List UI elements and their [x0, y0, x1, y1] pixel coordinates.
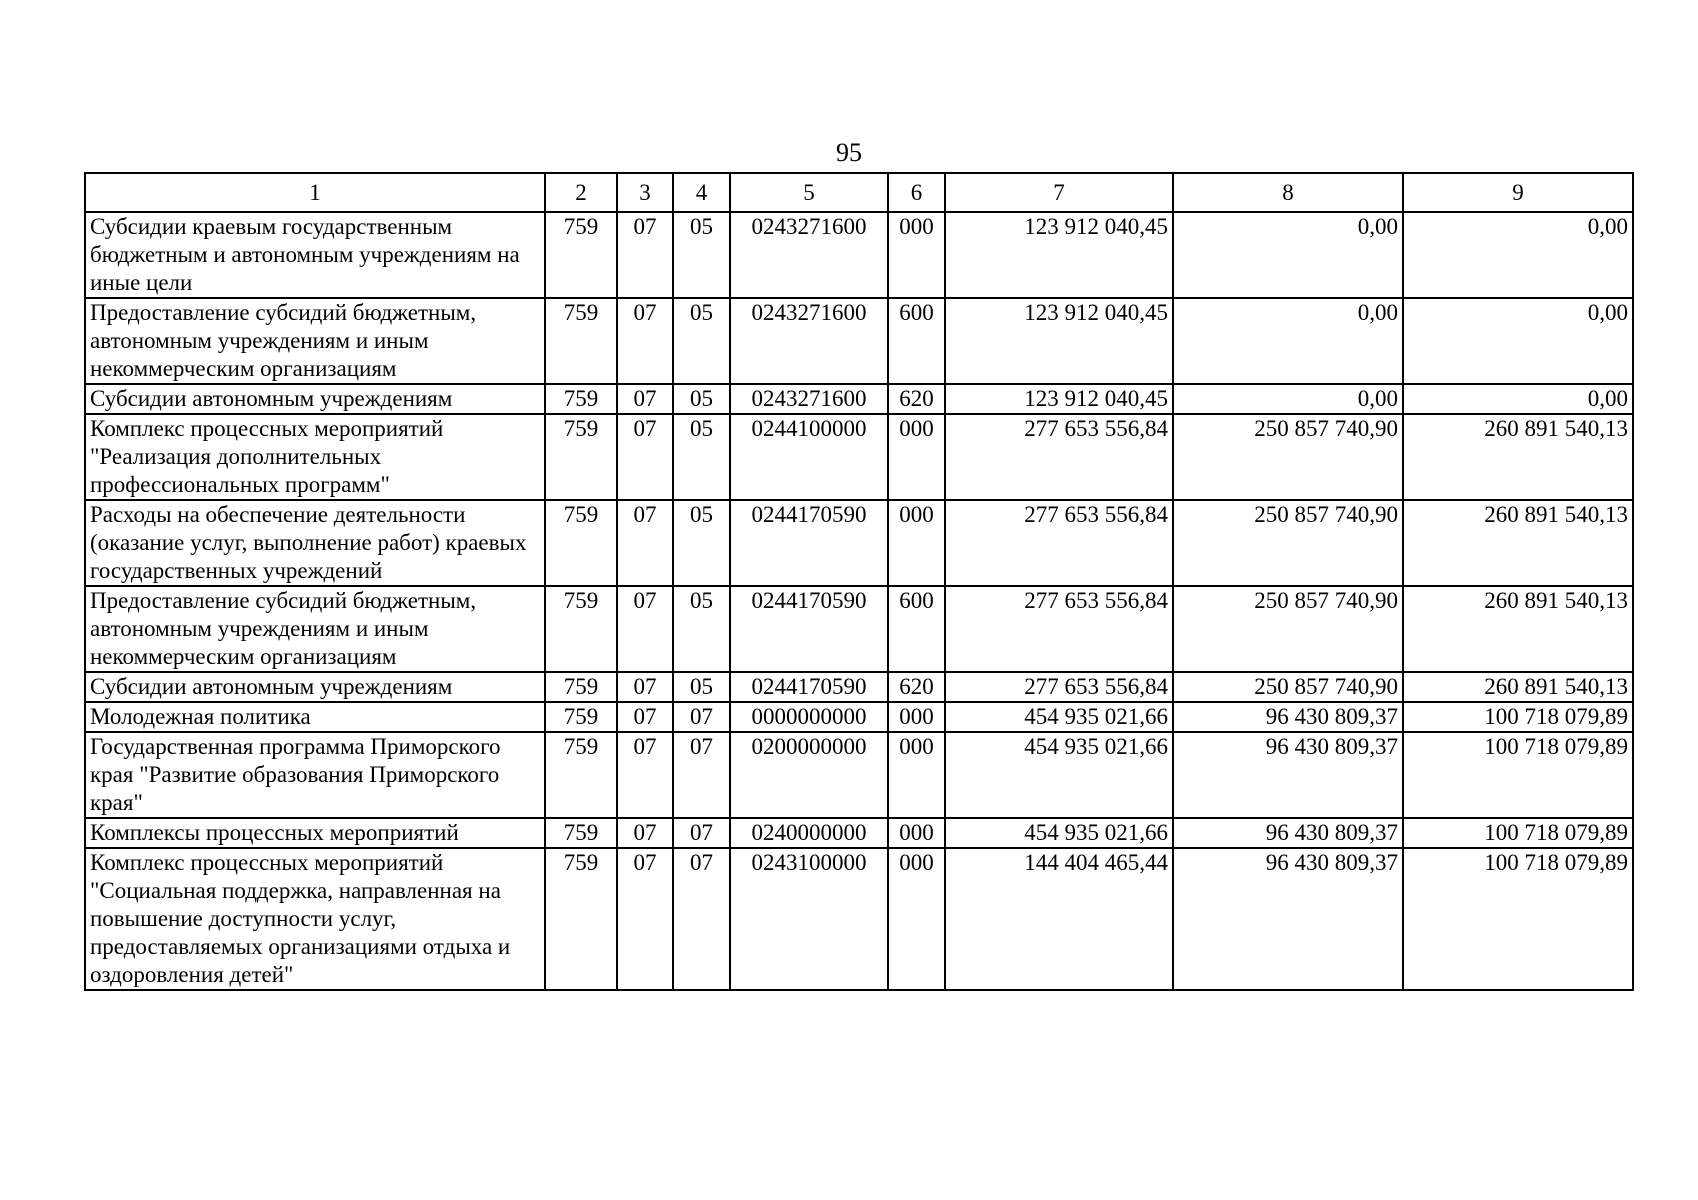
table-row	[85, 848, 1633, 990]
row-col-3: 07	[617, 586, 673, 672]
table-row	[85, 586, 1633, 672]
table-row	[85, 702, 1633, 732]
row-col-9: 100 718 079,89	[1403, 818, 1633, 848]
row-name: Предоставление субсидий бюджетным, автономным учреждениям и иным некоммерческим организациям	[85, 586, 545, 672]
row-col-6: 000	[888, 818, 945, 848]
row-col-4: 05	[673, 586, 730, 672]
row-col-2: 759	[545, 298, 617, 384]
row-col-4: 07	[673, 702, 730, 732]
row-col-9: 260 891 540,13	[1403, 672, 1633, 702]
row-col-2: 759	[545, 818, 617, 848]
row-col-2: 759	[545, 212, 617, 298]
table-row	[85, 384, 1633, 414]
row-col-7: 277 653 556,84	[945, 586, 1173, 672]
row-col-9: 260 891 540,13	[1403, 414, 1633, 500]
row-col-5: 0243271600	[730, 298, 888, 384]
table-row	[85, 414, 1633, 500]
row-col-8: 0,00	[1173, 384, 1403, 414]
row-col-5: 0243271600	[730, 212, 888, 298]
row-col-8: 96 430 809,37	[1173, 818, 1403, 848]
row-col-3: 07	[617, 702, 673, 732]
row-col-2: 759	[545, 384, 617, 414]
row-col-4: 05	[673, 298, 730, 384]
row-col-7: 454 935 021,66	[945, 818, 1173, 848]
row-col-5: 0243271600	[730, 384, 888, 414]
row-col-9: 100 718 079,89	[1403, 732, 1633, 818]
row-col-2: 759	[545, 732, 617, 818]
row-col-5: 0244100000	[730, 414, 888, 500]
table-row	[85, 732, 1633, 818]
row-col-7: 277 653 556,84	[945, 414, 1173, 500]
row-col-3: 07	[617, 732, 673, 818]
row-col-7: 123 912 040,45	[945, 384, 1173, 414]
row-col-6: 620	[888, 384, 945, 414]
row-col-6: 000	[888, 732, 945, 818]
row-col-2: 759	[545, 586, 617, 672]
row-col-4: 05	[673, 672, 730, 702]
row-col-3: 07	[617, 500, 673, 586]
row-col-6: 000	[888, 414, 945, 500]
column-header-3: 3	[617, 173, 673, 212]
row-col-8: 250 857 740,90	[1173, 414, 1403, 500]
table-row	[85, 500, 1633, 586]
row-col-5: 0243100000	[730, 848, 888, 990]
row-col-5: 0244170590	[730, 586, 888, 672]
row-col-4: 05	[673, 212, 730, 298]
row-col-8: 250 857 740,90	[1173, 500, 1403, 586]
row-col-5: 0200000000	[730, 732, 888, 818]
row-col-2: 759	[545, 702, 617, 732]
row-col-6: 000	[888, 500, 945, 586]
row-col-3: 07	[617, 818, 673, 848]
row-col-8: 250 857 740,90	[1173, 672, 1403, 702]
row-col-6: 600	[888, 586, 945, 672]
page-number: 95	[836, 138, 862, 167]
row-name: Комплекс процессных мероприятий "Реализация дополнительных профессиональных программ"	[85, 414, 545, 500]
row-col-4: 05	[673, 500, 730, 586]
row-col-4: 07	[673, 818, 730, 848]
row-col-4: 07	[673, 848, 730, 990]
row-col-6: 620	[888, 672, 945, 702]
column-header-9: 9	[1403, 173, 1633, 212]
row-col-9: 260 891 540,13	[1403, 586, 1633, 672]
row-col-3: 07	[617, 384, 673, 414]
column-header-1: 1	[85, 173, 545, 212]
row-name: Молодежная политика	[85, 702, 545, 732]
row-col-7: 454 935 021,66	[945, 732, 1173, 818]
row-name: Субсидии краевым государственным бюджетным и автономным учреждениям на иные цели	[85, 212, 545, 298]
table-row	[85, 672, 1633, 702]
row-col-9: 0,00	[1403, 384, 1633, 414]
row-col-3: 07	[617, 212, 673, 298]
row-col-3: 07	[617, 672, 673, 702]
column-header-6: 6	[888, 173, 945, 212]
column-header-2: 2	[545, 173, 617, 212]
row-col-2: 759	[545, 848, 617, 990]
row-col-5: 0244170590	[730, 672, 888, 702]
row-col-8: 250 857 740,90	[1173, 586, 1403, 672]
row-col-2: 759	[545, 500, 617, 586]
row-col-7: 123 912 040,45	[945, 212, 1173, 298]
row-col-2: 759	[545, 414, 617, 500]
budget-table	[84, 172, 1634, 991]
row-col-9: 0,00	[1403, 212, 1633, 298]
column-header-4: 4	[673, 173, 730, 212]
table-row	[85, 212, 1633, 298]
row-col-3: 07	[617, 848, 673, 990]
row-col-3: 07	[617, 414, 673, 500]
row-col-2: 759	[545, 672, 617, 702]
row-col-9: 100 718 079,89	[1403, 702, 1633, 732]
table-row	[85, 298, 1633, 384]
row-col-8: 0,00	[1173, 298, 1403, 384]
row-col-8: 96 430 809,37	[1173, 702, 1403, 732]
column-header-7: 7	[945, 173, 1173, 212]
row-col-6: 000	[888, 702, 945, 732]
row-col-7: 454 935 021,66	[945, 702, 1173, 732]
row-col-6: 600	[888, 298, 945, 384]
row-col-8: 96 430 809,37	[1173, 732, 1403, 818]
row-col-5: 0000000000	[730, 702, 888, 732]
row-col-4: 07	[673, 732, 730, 818]
row-name: Субсидии автономным учреждениям	[85, 672, 545, 702]
row-col-8: 0,00	[1173, 212, 1403, 298]
row-col-7: 123 912 040,45	[945, 298, 1173, 384]
column-header-5: 5	[730, 173, 888, 212]
table-row	[85, 818, 1633, 848]
row-col-9: 100 718 079,89	[1403, 848, 1633, 990]
row-name: Расходы на обеспечение деятельности (оказание услуг, выполнение работ) краевых государственных учреждений	[85, 500, 545, 586]
table-header-row	[85, 173, 1633, 212]
row-col-9: 0,00	[1403, 298, 1633, 384]
row-col-4: 05	[673, 384, 730, 414]
row-col-5: 0240000000	[730, 818, 888, 848]
row-name: Комплексы процессных мероприятий	[85, 818, 545, 848]
row-col-5: 0244170590	[730, 500, 888, 586]
row-name: Предоставление субсидий бюджетным, автономным учреждениям и иным некоммерческим организациям	[85, 298, 545, 384]
row-name: Комплекс процессных мероприятий "Социальная поддержка, направленная на повышение доступности услуг, предоставляемых организациями отдыха и оздоровления детей"	[85, 848, 545, 990]
row-col-9: 260 891 540,13	[1403, 500, 1633, 586]
row-col-4: 05	[673, 414, 730, 500]
row-col-7: 144 404 465,44	[945, 848, 1173, 990]
row-col-6: 000	[888, 848, 945, 990]
row-name: Государственная программа Приморского края "Развитие образования Приморского края"	[85, 732, 545, 818]
row-col-8: 96 430 809,37	[1173, 848, 1403, 990]
row-col-7: 277 653 556,84	[945, 500, 1173, 586]
row-col-3: 07	[617, 298, 673, 384]
row-name: Субсидии автономным учреждениям	[85, 384, 545, 414]
row-col-7: 277 653 556,84	[945, 672, 1173, 702]
row-col-6: 000	[888, 212, 945, 298]
column-header-8: 8	[1173, 173, 1403, 212]
